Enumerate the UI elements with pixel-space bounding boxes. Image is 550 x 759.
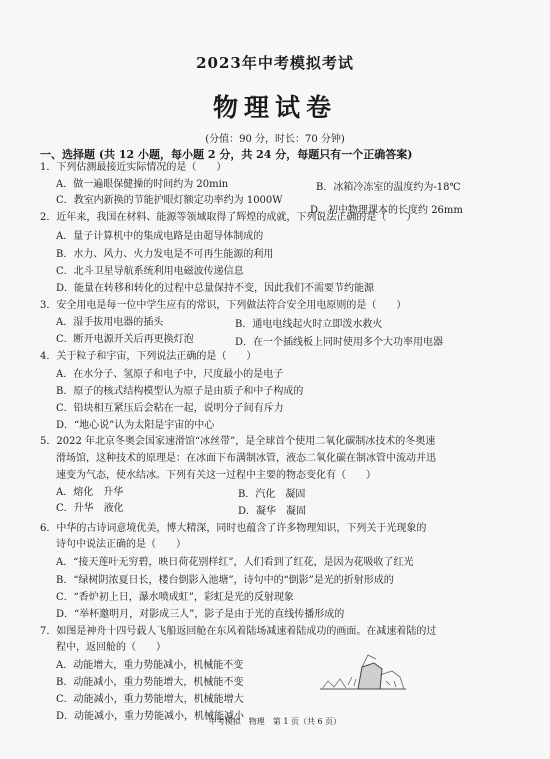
question-5-stem-line-2: 滑场馆，这种技术的原理是：在冰面下布满制冰管，液态二氧化碳在制冰管中流动并迅 bbox=[56, 453, 436, 464]
question-1-option-b: B．冰箱冷冻室的温度约为-18℃ bbox=[316, 182, 461, 193]
question-4-option-a: A．在水分子、氢原子和电子中，尺度最小的是电子 bbox=[56, 369, 284, 380]
question-4-option-b: B．原子的核式结构模型认为原子是由质子和中子构成的 bbox=[56, 386, 304, 397]
question-7-option-c: C．动能减小，重力势能增大，机械能增大 bbox=[56, 694, 244, 705]
question-7-stem-line-2: 程中，返回舱的（ ） bbox=[56, 642, 166, 653]
question-5-option-a: A．熔化 升华 bbox=[56, 487, 124, 498]
question-1-option-d: D．初中物理课本的长度约 26mm bbox=[310, 205, 463, 216]
question-5-option-b: B．汽化 凝固 bbox=[238, 489, 306, 500]
question-1-option-a: A．做一遍眼保健操的时间约为 20min bbox=[56, 179, 229, 190]
question-2-option-d: D．能量在转移和转化的过程中总量保持不变，因此我们不需要节约能源 bbox=[56, 283, 375, 294]
score-info: (分值：90 分，时长：70 分钟) bbox=[205, 134, 345, 145]
question-5-option-c: C．升华 液化 bbox=[56, 503, 124, 514]
question-6-stem-line-2: 诗句中说法正确的是（ ） bbox=[56, 539, 186, 550]
subject-title: 物理试卷 bbox=[212, 93, 337, 122]
question-4-option-d: D．“地心说”认为太阳是宇宙的中心 bbox=[56, 420, 215, 431]
question-3-option-d: D．在一个插线板上同时使用多个大功率用电器 bbox=[235, 337, 444, 348]
return-capsule-figure bbox=[318, 645, 408, 697]
question-3-stem: 3．安全用电是每一位中学生应有的常识，下列做法符合安全用电原则的是（ ） bbox=[40, 300, 407, 311]
question-6-option-d: D．“举杯邀明月，对影成三人”，影子是由于光的直线传播形成的 bbox=[56, 609, 345, 620]
question-1-option-c: C．教室内新换的节能护眼灯额定功率约为 1000W bbox=[56, 195, 283, 206]
question-2-option-b: B．水力、风力、火力发电是不可再生能源的利用 bbox=[56, 249, 274, 260]
question-6-option-c: C．“香炉初上日，瀑水喷成虹”，彩虹是光的反射现象 bbox=[56, 592, 294, 603]
question-4-option-c: C．铅块相互紧压后会粘在一起，说明分子间有斥力 bbox=[56, 403, 284, 414]
question-2-stem: 2．近年来，我国在材料、能源等领域取得了辉煌的成就，下列说法正确的是（ ） bbox=[40, 212, 417, 223]
page-footer: 中考模拟 物理 第 1 页（共 6 页） bbox=[208, 717, 342, 726]
question-5-stem-line-3: 速变为气态，使水结冰。下列有关这一过程中主要的物态变化有（ ） bbox=[56, 470, 376, 481]
question-1-stem: 1．下列估测最接近实际情况的是（ ） bbox=[40, 162, 227, 173]
question-3-option-a: A．湿手拔用电器的插头 bbox=[56, 317, 164, 328]
question-3-option-b: B．通电电线起火时立即泼水救火 bbox=[235, 319, 383, 330]
question-6-option-a: A．“接天莲叶无穷碧，映日荷花别样红”，人们看到了红花，是因为花吸收了红光 bbox=[56, 557, 414, 568]
question-6-option-b: B．“绿树阴浓夏日长，楼台倒影入池塘”，诗句中的“倒影”是光的折射形成的 bbox=[56, 575, 394, 586]
question-4-stem: 4．关于粒子和宇宙，下列说法正确的是（ ） bbox=[40, 351, 257, 362]
question-7-option-d: D．动能减小，重力势能减小，机械能减小 bbox=[56, 711, 245, 722]
question-7-option-b: B．动能减小，重力势能增大，机械能不变 bbox=[56, 677, 244, 688]
question-3-option-c: C．断开电源开关后再更换灯泡 bbox=[56, 334, 194, 345]
question-6-stem-line-1: 6．中华的古诗词意境优美，博大精深，同时也蕴含了许多物理知识，下列关于光现象的 bbox=[40, 523, 427, 534]
question-5-stem-line-1: 5．2022 年北京冬奥会国家速滑馆“冰丝带”，是全球首个使用二氧化碳制冰技术的冬奥速 bbox=[40, 436, 436, 447]
question-7-stem-line-1: 7．如图是神舟十四号载人飞船返回舱在东风着陆场减速着陆成功的画面。在减速着陆的过 bbox=[40, 626, 437, 637]
question-2-option-c: C．北斗卫星导航系统利用电磁波传递信息 bbox=[56, 266, 244, 277]
question-2-option-a: A．量子计算机中的集成电路是由超导体制成的 bbox=[56, 231, 264, 242]
section-header: 一、选择题 (共 12 小题，每小题 2 分，共 24 分，每题只有一个正确答案) bbox=[40, 148, 413, 161]
exam-title: 2023年中考模拟考试 bbox=[196, 54, 354, 72]
question-5-option-d: D．凝华 凝固 bbox=[238, 506, 307, 517]
question-7-option-a: A．动能增大，重力势能减小，机械能不变 bbox=[56, 660, 244, 671]
